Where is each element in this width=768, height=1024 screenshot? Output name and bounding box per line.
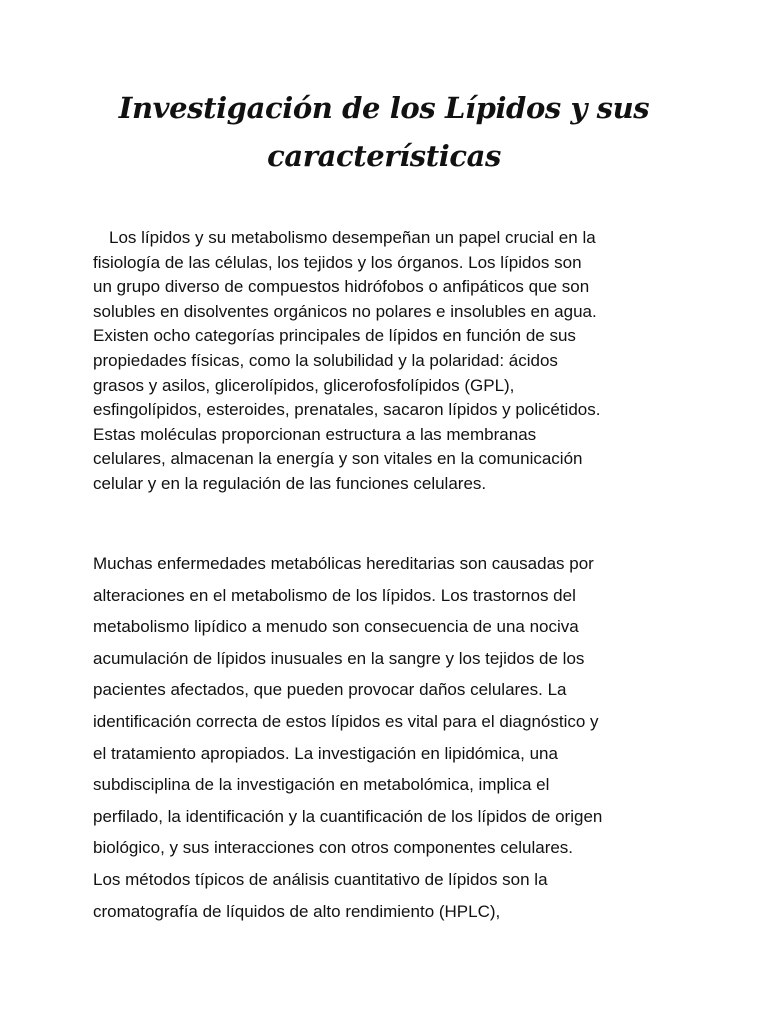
paragraph-line: grasos y asilos, glicerolípidos, glicerofosfolípidos (GPL), <box>93 375 515 395</box>
paragraph-line: metabolismo lipídico a menudo son consecuencia de una nociva <box>93 617 579 637</box>
paragraph-line: identificación correcta de estos lípidos es vital para el diagnóstico y <box>93 711 599 731</box>
title-line: características <box>267 139 501 173</box>
paragraph-line: solubles en disolventes orgánicos no polares e insolubles en agua. <box>93 301 597 321</box>
paragraph-line: propiedades físicas, como la solubilidad y la polaridad: ácidos <box>93 350 558 370</box>
title-line: Investigación de los Lípidos y sus <box>118 91 650 125</box>
paragraph-line: acumulación de lípidos inusuales en la sangre y los tejidos de los <box>93 648 585 668</box>
paragraph-line: un grupo diverso de compuestos hidrófobos o anfipáticos que son <box>93 277 590 297</box>
paragraph-line: celulares, almacenan la energía y son vitales en la comunicación <box>93 449 583 469</box>
paragraph-line: Muchas enfermedades metabólicas hereditarias son causadas por <box>93 554 594 573</box>
paragraph-2 <box>93 548 683 927</box>
paragraph-line: celular y en la regulación de las funciones celulares. <box>93 473 487 493</box>
paragraph-line: cromatografía de líquidos de alto rendimiento (HPLC), <box>93 901 501 921</box>
paragraph-line: Los lípidos y su metabolismo desempeñan un papel crucial en la <box>109 228 596 247</box>
paragraph-line: Estas moléculas proporcionan estructura a las membranas <box>93 424 537 444</box>
paragraph-line: subdisciplina de la investigación en metabolómica, implica el <box>93 775 550 795</box>
paragraph-line: Existen ocho categorías principales de lípidos en función de sus <box>93 326 576 346</box>
paragraph-line: fisiología de las células, los tejidos y los órganos. Los lípidos son <box>93 252 582 272</box>
paragraph-line: Los métodos típicos de análisis cuantitativo de lípidos son la <box>93 869 548 889</box>
paragraph-line: perfilado, la identificación y la cuantificación de los lípidos de origen <box>93 806 603 826</box>
paragraph-line: biológico, y sus interacciones con otros componentes celulares. <box>93 838 574 858</box>
paragraph-line: esfingolípidos, esteroides, prenatales, sacaron lípidos y policétidos. <box>93 400 601 420</box>
paragraph-line: pacientes afectados, que pueden provocar daños celulares. La <box>93 680 567 700</box>
paragraph-line: alteraciones en el metabolismo de los lípidos. Los trastornos del <box>93 585 576 605</box>
paragraph-1 <box>93 226 683 497</box>
document-title <box>100 84 668 180</box>
paragraph-line: el tratamiento apropiados. La investigación en lipidómica, una <box>93 743 558 763</box>
